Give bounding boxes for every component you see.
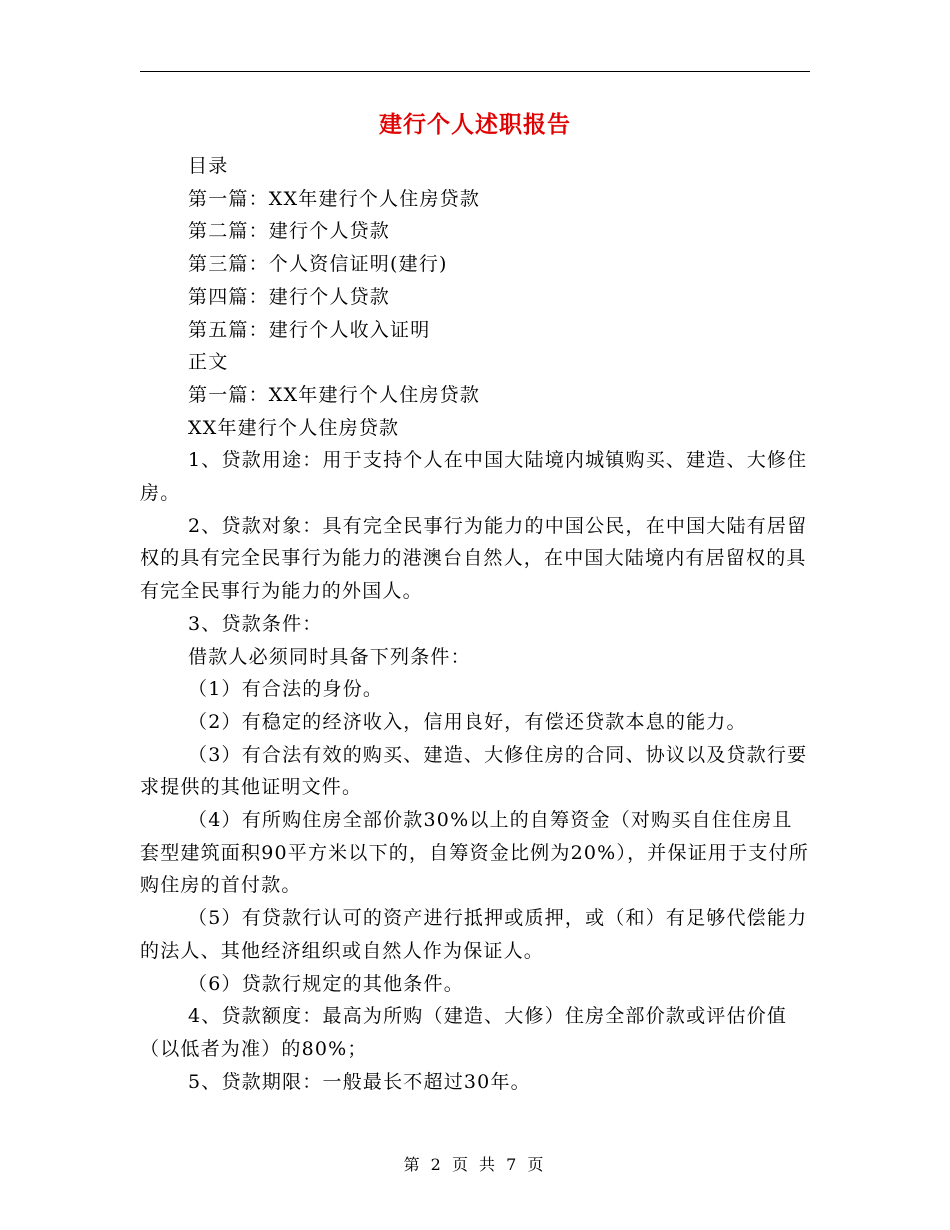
paragraph: 第五篇：建行个人收入证明 (188, 318, 431, 341)
paragraph: 3、贷款条件： (188, 612, 323, 635)
paragraph: （4）有所购住房全部价款30%以上的自筹资金（对购买自住住房且套型建筑面积90平方米以下的，自筹资金比例为20%），并保证用于支付所购住房的首付款。 (140, 809, 809, 897)
paragraph: XX年建行个人住房贷款 (188, 416, 400, 439)
paragraph: 目录 (188, 155, 229, 177)
paragraph: 4、贷款额度：最高为所购（建造、大修）住房全部价款或评估价值（以低者为准）的80%； (140, 1005, 788, 1060)
paragraph: 5、贷款期限：一般最长不超过30年。 (188, 1070, 531, 1093)
paragraph: 第二篇：建行个人贷款 (188, 220, 391, 243)
paragraph: （5）有贷款行认可的资产进行抵押或质押，或（和）有足够代偿能力的法人、其他经济组织或自然人作为保证人。 (140, 907, 808, 962)
paragraph: （3）有合法有效的购买、建造、大修住房的合同、协议以及贷款行要求提供的其他证明文件。 (140, 743, 808, 799)
paragraph: （2）有稳定的经济收入，信用良好，有偿还贷款本息的能力。 (188, 710, 747, 733)
paragraph: 1、贷款用途：用于支持个人在中国大陆境内城镇购买、建造、大修住房。 (140, 449, 808, 505)
paragraph: 借款人必须同时具备下列条件： (188, 645, 471, 668)
document-body (140, 150, 812, 1098)
paragraph: 第四篇：建行个人贷款 (188, 285, 391, 308)
paragraph: （6）贷款行规定的其他条件。 (188, 972, 464, 995)
page-number-footer: 第 2 页 共 7 页 (403, 1155, 547, 1174)
paragraph: 第一篇：XX年建行个人住房贷款 (188, 383, 481, 406)
paragraph: 2、贷款对象：具有完全民事行为能力的中国公民，在中国大陆有居留权的具有完全民事行为能力的港澳台自然人，在中国大陆境内有居留权的具有完全民事行为能力的外国人。 (140, 514, 808, 603)
paragraph: （1）有合法的身份。 (188, 678, 384, 701)
document-title: 建行个人述职报告 (379, 112, 571, 138)
paragraph: 正文 (188, 351, 229, 374)
paragraph: 第一篇：XX年建行个人住房贷款 (188, 187, 481, 210)
paragraph: 第三篇：个人资信证明(建行) (188, 253, 448, 276)
header-rule (140, 71, 810, 72)
